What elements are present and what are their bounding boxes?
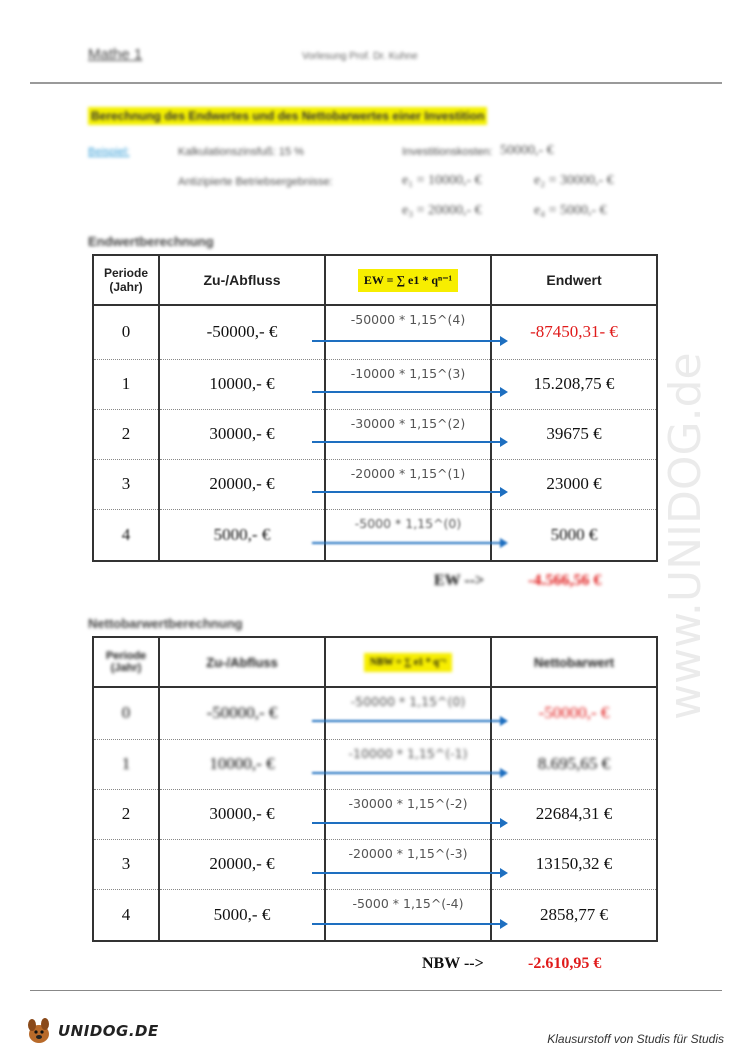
formula-text: -20000 * 1,15^(-3) [348,845,468,861]
arrow-icon [312,822,506,824]
table-row [93,839,657,889]
flow-cell: -50000,- € [159,687,325,739]
footer-tagline: Klausurstoff von Studis für Studis [547,1032,724,1046]
formula-cell [325,789,491,839]
e2-value: e₂ = 30000,- € [534,173,614,188]
period-cell: 4 [93,509,159,561]
flow-cell: -50000,- € [159,305,325,359]
endwert-header-value: Endwert [491,255,657,305]
endwert-section-label: Endwertberechnung [88,234,214,249]
formula-text: -30000 * 1,15^(-2) [348,795,468,811]
table-row [93,459,657,509]
table-row [93,889,657,941]
investment-value: 50000,- € [500,143,554,158]
formula-cell [325,889,491,941]
flow-cell: 30000,- € [159,409,325,459]
value-cell: 23000 € [491,459,657,509]
formula-text: -50000 * 1,15^(0) [350,694,466,709]
e1-value: e₁ = 10000,- € [402,173,482,188]
value-cell: 5000 € [491,509,657,561]
logo-text: UNIDOG.DE [58,1022,159,1040]
nbw-section-label: Nettobarwertberechnung [88,616,243,631]
rate-text: Kalkulationszinsfuß: 15 % [178,146,304,158]
value-cell: 15.208,75 € [491,359,657,409]
period-cell: 2 [93,409,159,459]
value-cell: 39675 € [491,409,657,459]
e3-value: e₃ = 20000,- € [402,203,482,218]
endwert-table [92,254,658,562]
example-label: Beispiel: [88,146,130,158]
table-row [93,409,657,459]
nbw-header-value: Nettobarwert [491,637,657,687]
endwert-header-flow: Zu-/Abfluss [159,255,325,305]
arrow-icon [312,872,506,874]
flow-cell: 5000,- € [159,889,325,941]
nbw-header-period: Periode (Jahr) [93,637,159,687]
formula-cell [325,687,491,739]
arrow-icon [312,491,506,493]
course-title: Mathe 1 [88,46,143,63]
nbw-header-flow: Zu-/Abfluss [159,637,325,687]
period-cell: 3 [93,839,159,889]
formula-text: -5000 * 1,15^(0) [354,515,462,531]
arrow-icon [312,720,506,722]
anticipated-label: Antizipierte Betriebsergebnisse: [178,176,333,188]
watermark-text: www.UNIDOG.de [660,352,711,720]
table-row [93,789,657,839]
flow-cell: 5000,- € [159,509,325,561]
formula-text: -10000 * 1,15^(-1) [348,745,468,761]
ew-result-value: -4.566,56 € [528,572,602,589]
arrow-icon [312,391,506,393]
arrow-icon [312,441,506,443]
period-cell: 3 [93,459,159,509]
formula-cell [325,305,491,359]
table-row [93,739,657,789]
nbw-table-header [93,637,657,687]
arrow-icon [312,772,506,774]
formula-cell [325,359,491,409]
arrow-icon [312,542,506,544]
lecturer-label: Vorlesung Prof. Dr. Kuhne [302,51,418,62]
period-cell: 1 [93,359,159,409]
value-cell: 2858,77 € [491,889,657,941]
value-cell: 13150,32 € [491,839,657,889]
formula-cell [325,459,491,509]
table-row [93,305,657,359]
nbw-result-value: -2.610,95 € [528,955,602,972]
flow-cell: 20000,- € [159,459,325,509]
value-cell: 22684,31 € [491,789,657,839]
flow-cell: 30000,- € [159,789,325,839]
period-cell: 0 [93,687,159,739]
formula-text: -5000 * 1,15^(-4) [352,895,464,911]
formula-text: -10000 * 1,15^(3) [350,365,466,381]
footer-divider [30,990,722,991]
ew-result-label: EW --> [434,572,485,589]
e4-value: e₄ = 5000,- € [534,203,607,218]
endwert-header-formula: EW = ∑ e1 * qⁿ⁻¹ [358,269,458,292]
arrow-icon [312,340,506,342]
nbw-table [92,636,658,942]
document-title: Berechnung des Endwertes und des Nettobarwertes einer Investition [88,107,487,125]
formula-text: -50000 * 1,15^(4) [350,312,466,327]
formula-cell [325,839,491,889]
table-row [93,359,657,409]
period-cell: 1 [93,739,159,789]
formula-cell [325,739,491,789]
endwert-header-formula-cell [325,255,491,305]
value-cell: -87450,31- € [491,305,657,359]
unidog-logo [24,1016,159,1046]
value-cell: -50000,- € [491,687,657,739]
watermark [640,300,750,720]
nbw-result-label: NBW --> [422,955,484,972]
investment-label: Investitionskosten: [402,146,493,158]
endwert-table-header [93,255,657,305]
period-cell: 2 [93,789,159,839]
formula-cell [325,409,491,459]
nbw-header-formula-cell [325,637,491,687]
formula-text: -20000 * 1,15^(1) [350,465,466,481]
period-cell: 4 [93,889,159,941]
endwert-header-period: Periode (Jahr) [93,255,159,305]
flow-cell: 20000,- € [159,839,325,889]
table-row [93,509,657,561]
flow-cell: 10000,- € [159,359,325,409]
table-row [93,687,657,739]
period-cell: 0 [93,305,159,359]
nbw-header-formula: NBW = ∑ e1 * q⁻ᵗ [364,653,452,672]
formula-cell [325,509,491,561]
header-divider [30,82,722,84]
formula-text: -30000 * 1,15^(2) [350,415,466,431]
dog-logo-icon [24,1016,54,1046]
flow-cell: 10000,- € [159,739,325,789]
value-cell: 8.695,65 € [491,739,657,789]
arrow-icon [312,923,506,925]
